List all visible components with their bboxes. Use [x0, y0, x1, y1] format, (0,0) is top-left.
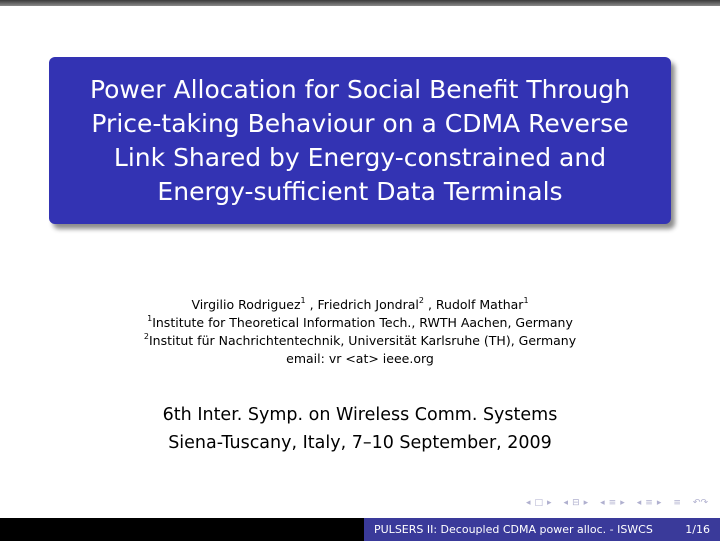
conference-location-date: Siena-Tuscany, Italy, 7–10 September, 2009 — [168, 433, 552, 453]
nav-next-icon[interactable]: ▸ — [547, 498, 552, 508]
title-line: Energy-sufficient Data Terminals — [157, 176, 563, 206]
nav-prev-icon[interactable]: ◂ — [636, 498, 642, 508]
affiliation-text: Institut für Nachrichtentechnik, Universität Karlsruhe (TH), Germany — [148, 333, 577, 348]
affiliation-mark: 2 — [143, 331, 149, 341]
author-name: Virgilio Rodriguez — [191, 297, 301, 312]
conference-name: 6th Inter. Symp. on Wireless Comm. Systems — [162, 405, 558, 425]
nav-prev-icon[interactable]: ◂ — [525, 498, 531, 508]
slide-title — [60, 73, 660, 209]
nav-frame-icon[interactable]: □ — [534, 498, 543, 508]
nav-align-icon[interactable]: ≡ — [673, 498, 681, 508]
conference-block — [0, 401, 720, 457]
nav-prev-icon[interactable]: ◂ — [563, 498, 569, 508]
affiliation — [0, 314, 720, 332]
author-block — [0, 296, 720, 368]
nav-next-icon[interactable]: ▸ — [620, 498, 625, 508]
footer-label: PULSERS II: Decoupled CDMA power alloc. - ISWCS — [374, 523, 653, 536]
author-affil-mark: 1 — [523, 295, 529, 305]
top-gradient-bar — [0, 0, 720, 6]
author-affil-mark: 2 — [418, 295, 424, 305]
author-affil-mark: 1 — [300, 295, 306, 305]
page-number: 1/16 — [685, 523, 710, 536]
nav-subsection-icon[interactable]: ⊟ — [572, 498, 580, 508]
affiliation-mark: 1 — [147, 313, 153, 323]
navigation-symbols — [526, 497, 708, 509]
email: email: vr <at> ieee.org — [286, 351, 434, 366]
nav-search-icon[interactable]: ↶↷ — [692, 498, 708, 508]
nav-next-icon[interactable]: ▸ — [656, 498, 662, 508]
nav-section-icon[interactable]: ≡ — [645, 498, 653, 508]
author-name: , Rudolf Mathar — [423, 297, 524, 312]
footer-bar — [0, 518, 720, 541]
nav-prev-icon[interactable]: ◂ — [600, 498, 605, 508]
title-line: Power Allocation for Social Benefit Through — [89, 74, 631, 104]
title-line: Link Shared by Energy-constrained and — [113, 142, 607, 172]
affiliation — [0, 332, 720, 350]
nav-section-icon[interactable]: ≡ — [608, 498, 617, 508]
title-line: Price-taking Behaviour on a CDMA Reverse — [91, 108, 629, 138]
footer-info — [364, 518, 720, 541]
title-box — [49, 57, 671, 224]
nav-next-icon[interactable]: ▸ — [583, 498, 589, 508]
author-names — [0, 296, 720, 314]
author-name: , Friedrich Jondral — [305, 297, 419, 312]
affiliation-text: Institute for Theoretical Information Tech., RWTH Aachen, Germany — [152, 315, 573, 330]
